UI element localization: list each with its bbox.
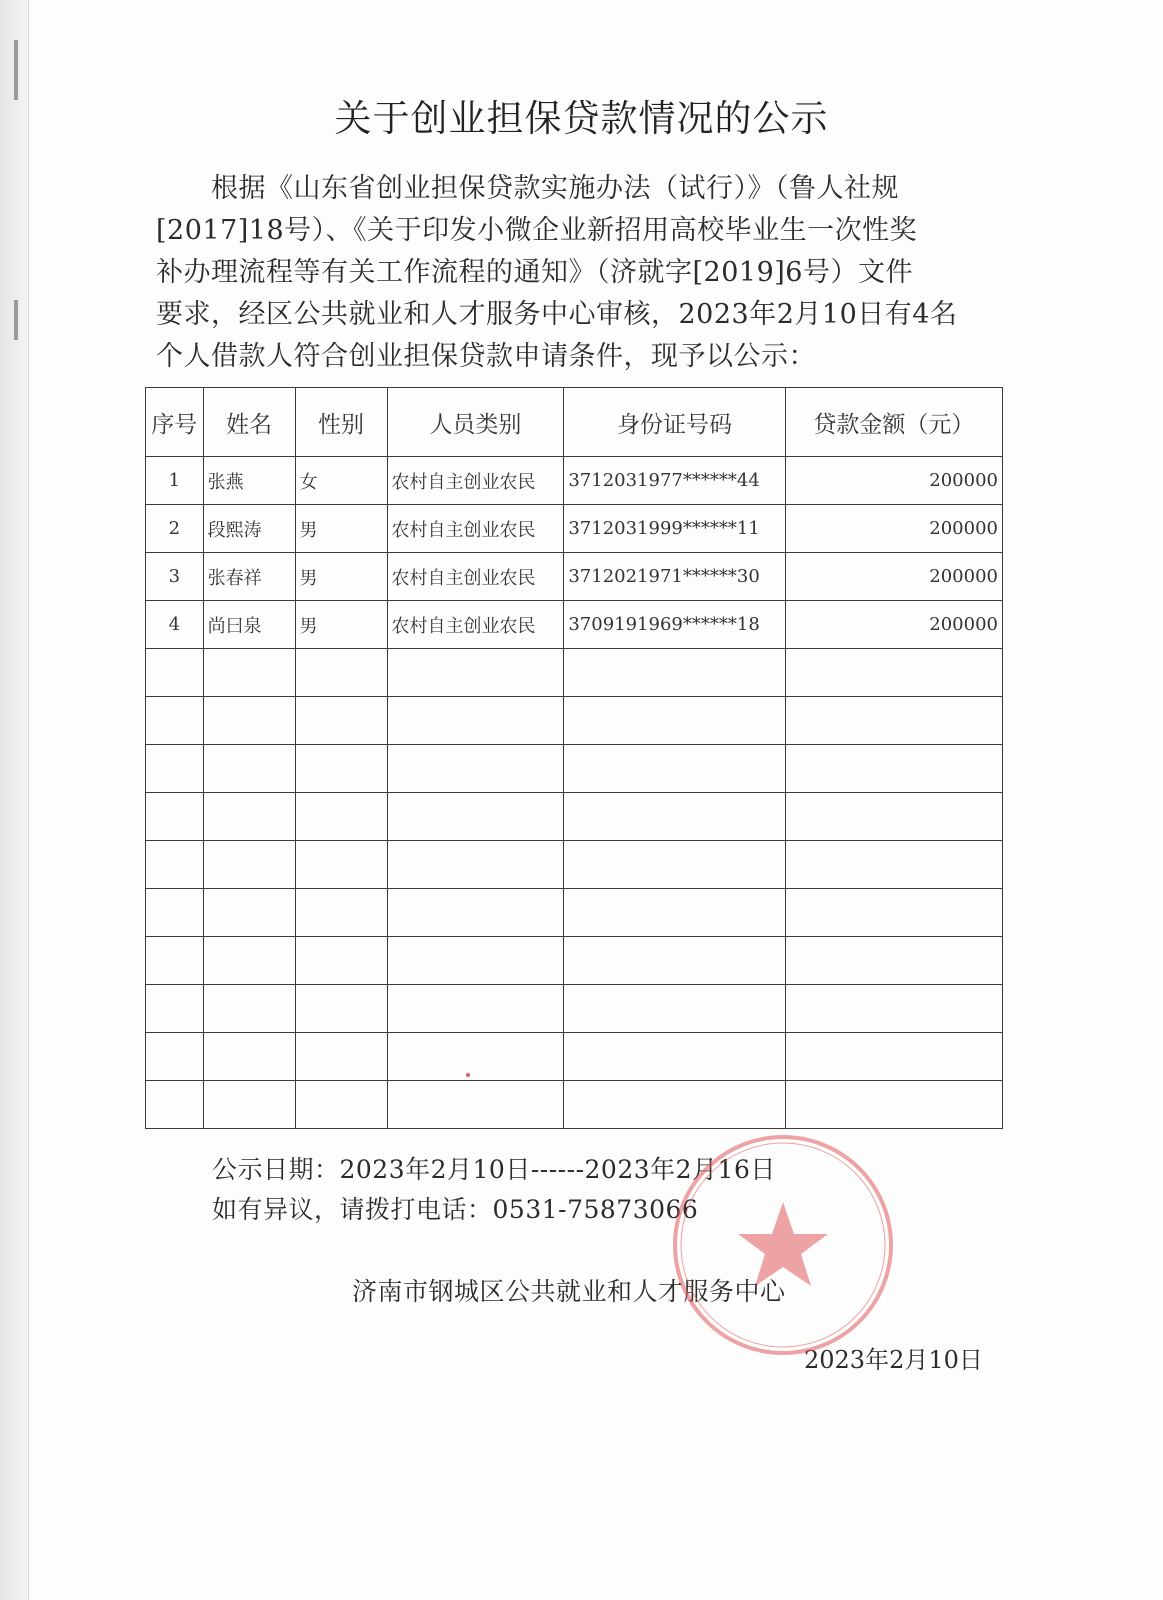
- header-category: 人员类别: [387, 388, 564, 457]
- cell-category: 农村自主创业农民: [387, 601, 564, 649]
- intro-line: 根据《山东省创业担保贷款实施办法（试行）》（鲁人社规: [156, 173, 899, 204]
- cell-index: 3: [146, 553, 204, 601]
- table-row-empty: [146, 649, 1003, 697]
- table-row-empty: [146, 1033, 1003, 1081]
- organization-name: 济南市钢城区公共就业和人才服务中心: [352, 1277, 786, 1306]
- table-header-row: [146, 388, 1003, 457]
- cell-name: 张燕: [203, 457, 295, 505]
- cell-index: 2: [146, 505, 204, 553]
- table-row-empty: [146, 841, 1003, 889]
- intro-line: 要求，经区公共就业和人才服务中心审核，2023年2月10日有4名: [156, 299, 958, 330]
- cell-id-number: 3712031999******11: [564, 505, 785, 553]
- scan-mark: [14, 300, 18, 340]
- table-row: [146, 601, 1003, 649]
- table-row-empty: [146, 1081, 1003, 1129]
- scan-edge: [0, 0, 28, 1600]
- header-index: 序号: [146, 388, 204, 457]
- intro-line: [2017]18号）、《关于印发小微企业新招用高校毕业生一次性奖: [156, 215, 918, 246]
- header-gender: 性别: [295, 388, 387, 457]
- cell-name: 张春祥: [203, 553, 295, 601]
- cell-index: 4: [146, 601, 204, 649]
- loan-table: [145, 387, 1003, 1129]
- cell-id-number: 3712031977******44: [564, 457, 785, 505]
- header-name: 姓名: [203, 388, 295, 457]
- cell-gender: 男: [295, 505, 387, 553]
- cell-category: 农村自主创业农民: [387, 553, 564, 601]
- cell-amount: 200000: [785, 457, 1002, 505]
- cell-amount: 200000: [785, 505, 1002, 553]
- cell-id-number: 3709191969******18: [564, 601, 785, 649]
- intro-line: 个人借款人符合创业担保贷款申请条件，现予以公示：: [156, 341, 816, 372]
- notice-contact: 如有异议，请拨打电话：0531-75873066: [212, 1195, 699, 1224]
- table-row-empty: [146, 793, 1003, 841]
- cell-gender: 男: [295, 553, 387, 601]
- cell-gender: 女: [295, 457, 387, 505]
- table-row: [146, 553, 1003, 601]
- table-row-empty: [146, 889, 1003, 937]
- table-row-empty: [146, 697, 1003, 745]
- table-row-empty: [146, 985, 1003, 1033]
- cell-category: 农村自主创业农民: [387, 457, 564, 505]
- table-row-empty: [146, 745, 1003, 793]
- page-title: 关于创业担保贷款情况的公示: [334, 97, 829, 140]
- table-row: [146, 457, 1003, 505]
- header-amount: 贷款金额（元）: [785, 388, 1002, 457]
- cell-category: 农村自主创业农民: [387, 505, 564, 553]
- cell-name: 尚曰泉: [203, 601, 295, 649]
- cell-name: 段熙涛: [203, 505, 295, 553]
- cell-index: 1: [146, 457, 204, 505]
- intro-line: 补办理流程等有关工作流程的通知》（济就字[2019]6号）文件: [156, 257, 913, 288]
- cell-amount: 200000: [785, 553, 1002, 601]
- cell-id-number: 3712021971******30: [564, 553, 785, 601]
- cell-amount: 200000: [785, 601, 1002, 649]
- table-row: [146, 505, 1003, 553]
- scan-speck: [466, 1073, 470, 1077]
- notice-period: 公示日期：2023年2月10日------2023年2月16日: [212, 1155, 776, 1184]
- header-id-number: 身份证号码: [564, 388, 785, 457]
- intro-paragraph: [156, 168, 996, 378]
- cell-gender: 男: [295, 601, 387, 649]
- table-row-empty: [146, 937, 1003, 985]
- official-seal-icon: [668, 1130, 898, 1360]
- issue-date: 2023年2月10日: [804, 1346, 983, 1374]
